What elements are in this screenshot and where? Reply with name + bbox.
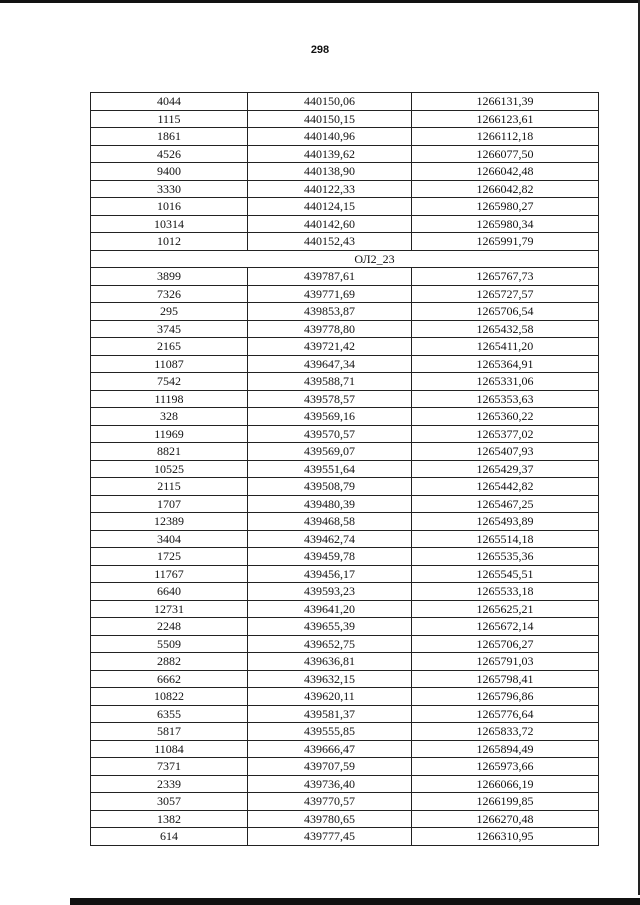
y-coordinate-cell: 1265625,21 — [412, 600, 599, 618]
x-coordinate-cell: 440139,62 — [248, 145, 412, 163]
page-edge-top — [0, 0, 640, 3]
x-coordinate-cell: 440138,90 — [248, 163, 412, 181]
table-row — [91, 425, 599, 443]
x-coordinate-cell: 439620,11 — [248, 688, 412, 706]
point-number-cell: 2115 — [91, 478, 248, 496]
y-coordinate-cell: 1265533,18 — [412, 583, 599, 601]
x-coordinate-cell: 439632,15 — [248, 670, 412, 688]
y-coordinate-cell: 1265377,02 — [412, 425, 599, 443]
table-row — [91, 758, 599, 776]
point-number-cell: 2339 — [91, 775, 248, 793]
x-coordinate-cell: 439468,58 — [248, 513, 412, 531]
y-coordinate-cell: 1266042,48 — [412, 163, 599, 181]
table-row — [91, 793, 599, 811]
point-number-cell: 11969 — [91, 425, 248, 443]
y-coordinate-cell: 1265432,58 — [412, 320, 599, 338]
table-row — [91, 583, 599, 601]
y-coordinate-cell: 1265791,03 — [412, 653, 599, 671]
y-coordinate-cell: 1265407,93 — [412, 443, 599, 461]
table-row — [91, 600, 599, 618]
point-number-cell: 3330 — [91, 180, 248, 198]
x-coordinate-cell: 439707,59 — [248, 758, 412, 776]
y-coordinate-cell: 1265429,37 — [412, 460, 599, 478]
point-number-cell: 1012 — [91, 233, 248, 251]
table-row — [91, 828, 599, 846]
y-coordinate-cell: 1265672,14 — [412, 618, 599, 636]
table-row — [91, 548, 599, 566]
x-coordinate-cell: 439569,16 — [248, 408, 412, 426]
x-coordinate-cell: 439588,71 — [248, 373, 412, 391]
section-label: ОЛ2_23 — [91, 250, 599, 268]
coordinates-table-body — [91, 93, 599, 846]
table-row — [91, 478, 599, 496]
table-row — [91, 565, 599, 583]
y-coordinate-cell: 1265776,64 — [412, 705, 599, 723]
x-coordinate-cell: 439771,69 — [248, 285, 412, 303]
point-number-cell: 3899 — [91, 268, 248, 286]
y-coordinate-cell: 1265514,18 — [412, 530, 599, 548]
x-coordinate-cell: 439736,40 — [248, 775, 412, 793]
point-number-cell: 1016 — [91, 198, 248, 216]
point-number-cell: 1115 — [91, 110, 248, 128]
y-coordinate-cell: 1265894,49 — [412, 740, 599, 758]
x-coordinate-cell: 440122,33 — [248, 180, 412, 198]
point-number-cell: 2165 — [91, 338, 248, 356]
table-row — [91, 723, 599, 741]
y-coordinate-cell: 1265442,82 — [412, 478, 599, 496]
point-number-cell: 4526 — [91, 145, 248, 163]
table-row — [91, 443, 599, 461]
point-number-cell: 1861 — [91, 128, 248, 146]
point-number-cell: 5817 — [91, 723, 248, 741]
table-row — [91, 810, 599, 828]
point-number-cell: 6662 — [91, 670, 248, 688]
x-coordinate-cell: 439636,81 — [248, 653, 412, 671]
table-row — [91, 338, 599, 356]
table-row — [91, 145, 599, 163]
y-coordinate-cell: 1265767,73 — [412, 268, 599, 286]
coordinates-table — [90, 92, 599, 846]
y-coordinate-cell: 1265706,27 — [412, 635, 599, 653]
point-number-cell: 9400 — [91, 163, 248, 181]
table-row — [91, 670, 599, 688]
y-coordinate-cell: 1265353,63 — [412, 390, 599, 408]
section-header-row — [91, 250, 599, 268]
table-row — [91, 373, 599, 391]
table-row — [91, 495, 599, 513]
x-coordinate-cell: 439459,78 — [248, 548, 412, 566]
y-coordinate-cell: 1266123,61 — [412, 110, 599, 128]
y-coordinate-cell: 1265798,41 — [412, 670, 599, 688]
point-number-cell: 8821 — [91, 443, 248, 461]
point-number-cell: 7326 — [91, 285, 248, 303]
x-coordinate-cell: 439777,45 — [248, 828, 412, 846]
x-coordinate-cell: 439569,07 — [248, 443, 412, 461]
table-row — [91, 355, 599, 373]
x-coordinate-cell: 439593,23 — [248, 583, 412, 601]
table-row — [91, 408, 599, 426]
x-coordinate-cell: 439480,39 — [248, 495, 412, 513]
table-row — [91, 198, 599, 216]
table-row — [91, 180, 599, 198]
table-row — [91, 705, 599, 723]
table-row — [91, 688, 599, 706]
x-coordinate-cell: 439570,57 — [248, 425, 412, 443]
point-number-cell: 1707 — [91, 495, 248, 513]
y-coordinate-cell: 1266077,50 — [412, 145, 599, 163]
y-coordinate-cell: 1266066,19 — [412, 775, 599, 793]
x-coordinate-cell: 440142,60 — [248, 215, 412, 233]
point-number-cell: 3057 — [91, 793, 248, 811]
y-coordinate-cell: 1265331,06 — [412, 373, 599, 391]
point-number-cell: 12731 — [91, 600, 248, 618]
point-number-cell: 3404 — [91, 530, 248, 548]
point-number-cell: 10822 — [91, 688, 248, 706]
y-coordinate-cell: 1265980,27 — [412, 198, 599, 216]
x-coordinate-cell: 439462,74 — [248, 530, 412, 548]
y-coordinate-cell: 1265364,91 — [412, 355, 599, 373]
x-coordinate-cell: 440124,15 — [248, 198, 412, 216]
point-number-cell: 11087 — [91, 355, 248, 373]
table-row — [91, 530, 599, 548]
y-coordinate-cell: 1266131,39 — [412, 93, 599, 111]
table-row — [91, 635, 599, 653]
x-coordinate-cell: 439780,65 — [248, 810, 412, 828]
x-coordinate-cell: 439652,75 — [248, 635, 412, 653]
point-number-cell: 10525 — [91, 460, 248, 478]
x-coordinate-cell: 440150,15 — [248, 110, 412, 128]
x-coordinate-cell: 439508,79 — [248, 478, 412, 496]
point-number-cell: 7371 — [91, 758, 248, 776]
table-row — [91, 128, 599, 146]
point-number-cell: 6355 — [91, 705, 248, 723]
table-row — [91, 320, 599, 338]
point-number-cell: 2248 — [91, 618, 248, 636]
x-coordinate-cell: 439456,17 — [248, 565, 412, 583]
y-coordinate-cell: 1265535,36 — [412, 548, 599, 566]
table-row — [91, 618, 599, 636]
x-coordinate-cell: 440150,06 — [248, 93, 412, 111]
table-row — [91, 653, 599, 671]
y-coordinate-cell: 1266270,48 — [412, 810, 599, 828]
table-row — [91, 110, 599, 128]
y-coordinate-cell: 1265727,57 — [412, 285, 599, 303]
x-coordinate-cell: 439551,64 — [248, 460, 412, 478]
point-number-cell: 11084 — [91, 740, 248, 758]
point-number-cell: 1382 — [91, 810, 248, 828]
y-coordinate-cell: 1266112,18 — [412, 128, 599, 146]
y-coordinate-cell: 1265973,66 — [412, 758, 599, 776]
table-row — [91, 303, 599, 321]
x-coordinate-cell: 439641,20 — [248, 600, 412, 618]
table-row — [91, 285, 599, 303]
y-coordinate-cell: 1265467,25 — [412, 495, 599, 513]
page-edge-bottom — [70, 898, 640, 905]
point-number-cell: 12389 — [91, 513, 248, 531]
table-row — [91, 740, 599, 758]
x-coordinate-cell: 439787,61 — [248, 268, 412, 286]
y-coordinate-cell: 1266310,95 — [412, 828, 599, 846]
y-coordinate-cell: 1265411,20 — [412, 338, 599, 356]
x-coordinate-cell: 440140,96 — [248, 128, 412, 146]
x-coordinate-cell: 439555,85 — [248, 723, 412, 741]
x-coordinate-cell: 439853,87 — [248, 303, 412, 321]
x-coordinate-cell: 440152,43 — [248, 233, 412, 251]
x-coordinate-cell: 439655,39 — [248, 618, 412, 636]
table-row — [91, 460, 599, 478]
y-coordinate-cell: 1265991,79 — [412, 233, 599, 251]
point-number-cell: 3745 — [91, 320, 248, 338]
table-row — [91, 163, 599, 181]
point-number-cell: 10314 — [91, 215, 248, 233]
point-number-cell: 2882 — [91, 653, 248, 671]
table-row — [91, 93, 599, 111]
table-row — [91, 233, 599, 251]
table-row — [91, 513, 599, 531]
y-coordinate-cell: 1265545,51 — [412, 565, 599, 583]
x-coordinate-cell: 439721,42 — [248, 338, 412, 356]
y-coordinate-cell: 1265360,22 — [412, 408, 599, 426]
y-coordinate-cell: 1265833,72 — [412, 723, 599, 741]
point-number-cell: 11198 — [91, 390, 248, 408]
y-coordinate-cell: 1266199,85 — [412, 793, 599, 811]
x-coordinate-cell: 439647,34 — [248, 355, 412, 373]
point-number-cell: 4044 — [91, 93, 248, 111]
y-coordinate-cell: 1265796,86 — [412, 688, 599, 706]
y-coordinate-cell: 1265493,89 — [412, 513, 599, 531]
point-number-cell: 5509 — [91, 635, 248, 653]
table-row — [91, 215, 599, 233]
x-coordinate-cell: 439581,37 — [248, 705, 412, 723]
point-number-cell: 11767 — [91, 565, 248, 583]
point-number-cell: 614 — [91, 828, 248, 846]
table-row — [91, 775, 599, 793]
point-number-cell: 295 — [91, 303, 248, 321]
table-row — [91, 268, 599, 286]
x-coordinate-cell: 439666,47 — [248, 740, 412, 758]
point-number-cell: 7542 — [91, 373, 248, 391]
page-number: 298 — [310, 44, 330, 56]
point-number-cell: 6640 — [91, 583, 248, 601]
x-coordinate-cell: 439778,80 — [248, 320, 412, 338]
x-coordinate-cell: 439578,57 — [248, 390, 412, 408]
x-coordinate-cell: 439770,57 — [248, 793, 412, 811]
y-coordinate-cell: 1265706,54 — [412, 303, 599, 321]
y-coordinate-cell: 1265980,34 — [412, 215, 599, 233]
table-row — [91, 390, 599, 408]
point-number-cell: 1725 — [91, 548, 248, 566]
point-number-cell: 328 — [91, 408, 248, 426]
y-coordinate-cell: 1266042,82 — [412, 180, 599, 198]
